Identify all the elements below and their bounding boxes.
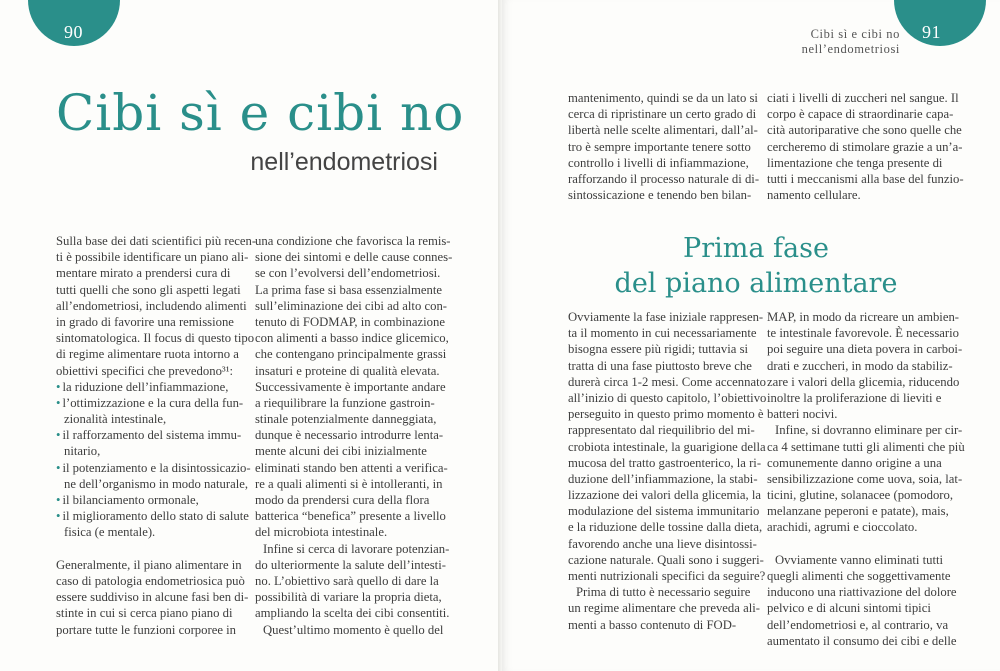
text-line: dunque è necessario introdurre lenta- xyxy=(255,428,444,443)
text-column-3 xyxy=(568,90,760,203)
text-line: Ovviamente la fase iniziale rappresen- xyxy=(568,310,764,324)
text-line: tro è sempre importante tenere sotto xyxy=(568,139,751,154)
text-line: in grado di favorire una remissione xyxy=(56,314,234,329)
text-line: corpo è capace di straordinarie capa- xyxy=(767,107,954,122)
text-line: Ovviamente vanno eliminati tutti xyxy=(775,552,944,567)
text-line: Generalmente, il piano alimentare in xyxy=(56,557,242,572)
text-line: tutti quelli che sono gli aspetti legati xyxy=(56,282,241,297)
text-line: namento cellulare. xyxy=(767,188,861,203)
text-line: cercheremo di stimolare grazie a un’a- xyxy=(767,139,963,154)
text-line: che contengano principalmente grassi xyxy=(255,347,447,362)
text-line: tratta di una fase piuttosto breve che xyxy=(568,358,752,373)
text-line: melanzane peperoni e patate), mais, xyxy=(767,504,949,519)
text-line: con alimenti a basso indice glicemico, xyxy=(255,331,449,346)
text-column-4 xyxy=(767,90,964,203)
text-line: modo da prendersi cura della flora xyxy=(255,493,430,507)
text-line: e la riduzione delle tossine dalla dieta, xyxy=(568,520,763,535)
text-line: caso di patologia endometriosica può xyxy=(56,573,245,588)
text-line: tutti i meccanismi alla base del funzio- xyxy=(767,171,964,186)
text-line: una condizione che favorisca la remis- xyxy=(255,234,451,248)
section-heading-line2: del piano alimentare xyxy=(614,268,898,299)
text-line: rappresentato dal riequilibrio del mi- xyxy=(568,423,755,438)
text-column-1 xyxy=(56,233,257,638)
text-line: menti nutrizionali specifici da seguire? xyxy=(568,569,766,583)
bullet-text: il rafforzamento del sistema immu- xyxy=(62,428,242,443)
text-line xyxy=(56,379,239,395)
text-line: del microbiota intestinale. xyxy=(255,525,388,540)
text-line: all’inizio di questo capitolo, l’obiettivo xyxy=(568,390,767,405)
text-line: ticini, glutine, solanacee (pomodoro, xyxy=(767,488,954,503)
text-line: mente alcuni dei cibi inizialmente xyxy=(255,444,427,459)
paragraph-gap xyxy=(767,536,951,552)
text-line: do ulteriormente la salute dell’intesti- xyxy=(255,557,446,572)
page-gutter xyxy=(498,0,502,671)
chapter-subtitle: nell’endometriosi xyxy=(250,148,438,176)
bullet-text: il bilanciamento ormonale, xyxy=(62,493,199,507)
text-line xyxy=(56,460,251,476)
page-number-left: 90 xyxy=(64,22,83,42)
text-line: libertà nelle scelte alimentari, dall’al- xyxy=(568,123,758,138)
text-line: obiettivi specifici che prevedono³¹: xyxy=(56,363,234,378)
text-line: inducono una riattivazione del dolore xyxy=(767,585,957,600)
text-line: fisica (e mentale). xyxy=(64,525,156,540)
bullet-icon: • xyxy=(56,395,61,410)
text-line: un regime alimentare che preveda ali- xyxy=(568,601,760,616)
bullet-text: il potenziamento e la disintossicazio- xyxy=(62,460,251,475)
text-line: cità autoriparative che sono quelle che xyxy=(767,123,962,138)
text-line: controllo i livelli di infiammazione, xyxy=(568,155,749,170)
text-line: a riequilibrare la funzione gastroin- xyxy=(255,395,435,410)
section-heading xyxy=(566,231,946,301)
text-line: inoltre la proliferazione di lieviti e xyxy=(767,390,942,405)
text-line: limentazione che tenga presente di xyxy=(767,155,943,170)
page-number-right: 91 xyxy=(922,22,941,42)
text-line: Sulla base dei dati scientifici più recen- xyxy=(56,234,257,248)
text-line: durerà circa 1-2 mesi. Come accennato xyxy=(568,374,766,389)
text-line: all’endometriosi, includendo alimenti xyxy=(56,298,247,313)
bullet-text: la riduzione dell’infiammazione, xyxy=(62,379,229,394)
text-line: sintomatologica. Il focus di questo tipo xyxy=(56,331,255,346)
text-line: portare tutte le funzioni corporee in xyxy=(56,622,237,637)
bullet-text: l’ottimizzazione e la cura della fun- xyxy=(62,395,244,410)
text-line: Quest’ultimo momento è quello del xyxy=(263,622,444,637)
text-line: comunemente danno origine a una xyxy=(767,455,942,470)
text-line: quegli alimenti che soggettivamente xyxy=(767,569,951,583)
text-line: stinte in cui si cerca piano piano di xyxy=(56,606,233,621)
text-line: ne dell’organismo in modo naturale, xyxy=(64,476,249,491)
text-line: Successivamente è importante andare xyxy=(255,379,446,394)
bullet-icon: • xyxy=(56,428,61,443)
text-column-6 xyxy=(767,309,965,649)
text-line: ta il momento in cui necessariamente xyxy=(568,326,757,341)
text-line: possibilità di variare la propria dieta, xyxy=(255,590,442,605)
text-line: pelvico e di alcuni sintomi tipici xyxy=(767,601,931,616)
running-head: Cibi sì e cibi no nell’endometriosi xyxy=(801,27,900,56)
text-line: bisogna essere più rigidi; tuttavia si xyxy=(568,342,749,357)
text-line: mucosa del tratto gastroenterico, la ri- xyxy=(568,455,762,470)
text-line: crobiota intestinale, la guarigione della xyxy=(568,439,766,454)
text-line: duzione dell’infiammazione, la stabi- xyxy=(568,471,758,486)
text-line: mentare mirato a prendersi cura di xyxy=(56,266,231,281)
text-line: ampliando la scelta dei cibi consentiti. xyxy=(255,606,450,621)
bullet-icon: • xyxy=(56,493,61,507)
text-line: La prima fase si basa essenzialmente xyxy=(255,282,443,297)
bullet-text: il miglioramento dello stato di salute xyxy=(62,509,249,524)
text-line: nitario, xyxy=(64,444,101,459)
text-line: essere suddiviso in alcune fasi ben di- xyxy=(56,590,249,605)
text-line: Infine si cerca di lavorare potenzian- xyxy=(263,541,450,556)
text-line: sione dei sintomi e delle cause connes- xyxy=(255,250,453,265)
bullet-icon: • xyxy=(56,460,61,475)
text-line: sull’eliminazione dei cibi ad alto con- xyxy=(255,298,448,313)
text-line: cerca di ripristinare un certo grado di xyxy=(568,107,757,122)
text-line: insaturi e proteine di qualità elevata. xyxy=(255,363,440,378)
text-line: MAP, in modo da ricreare un ambien- xyxy=(767,310,960,324)
text-line: re a quali alimenti si è intolleranti, in xyxy=(255,476,443,491)
text-line: ca 4 settimane tutti gli alimenti che più xyxy=(767,439,965,454)
chapter-title: Cibi sì e cibi no xyxy=(56,84,465,142)
text-line: stinale potenzialmente danneggiata, xyxy=(255,412,437,427)
section-heading-line1: Prima fase xyxy=(683,233,829,264)
text-line: no. L’obiettivo sarà quello di dare la xyxy=(255,573,439,588)
text-line: sintossicazione e tenendo ben bilan- xyxy=(568,188,752,203)
text-line: arachidi, agrumi e cioccolato. xyxy=(767,520,918,535)
text-line: dell’endometriosi e, al contrario, va xyxy=(767,617,949,632)
text-line xyxy=(56,508,249,524)
text-line: se con l’evolversi dell’endometriosi. xyxy=(255,266,441,281)
text-line xyxy=(56,427,242,443)
bullet-icon: • xyxy=(56,379,61,394)
text-line: poi seguire una dieta povera in carboi- xyxy=(767,342,963,357)
text-line: Infine, si dovranno eliminare per cir- xyxy=(775,423,963,438)
text-line: drati e zuccheri, in modo da stabiliz- xyxy=(767,358,953,373)
text-column-5 xyxy=(568,309,767,633)
text-line: sensibilizzazione come uova, soia, lat- xyxy=(767,471,963,486)
text-line: eliminati stando ben attenti a verifica- xyxy=(255,460,448,475)
text-column-2 xyxy=(255,233,453,638)
text-line: ciati i livelli di zuccheri nel sangue. Il xyxy=(767,91,959,105)
text-line: menti a basso contenuto di FOD- xyxy=(568,617,737,632)
text-line: Prima di tutto è necessario seguire xyxy=(576,585,751,600)
text-line: zare i valori della glicemia, riducendo xyxy=(767,374,960,389)
text-line: batterica “benefica” presente a livello xyxy=(255,509,446,524)
text-line: rafforzando il processo naturale di di- xyxy=(568,171,760,186)
text-line xyxy=(56,395,244,411)
text-line: aumentato il consumo dei cibi e delle xyxy=(767,633,957,648)
text-line: modulazione del sistema immunitario xyxy=(568,504,760,519)
bullet-icon: • xyxy=(56,509,61,524)
text-line: di regime alimentare ruota intorno a xyxy=(56,347,239,362)
text-line: tenuto di FODMAP, in combinazione xyxy=(255,314,445,329)
text-line: te intestinale favorevole. È necessario xyxy=(767,326,959,341)
text-line: batteri nocivi. xyxy=(767,407,838,422)
text-line xyxy=(56,492,239,508)
text-line: favorendo anche una lieve disintossi- xyxy=(568,536,757,551)
paragraph-gap xyxy=(56,541,239,557)
text-line: lizzazione dei valori della glicemia, la xyxy=(568,488,762,503)
text-line: mantenimento, quindi se da un lato si xyxy=(568,91,758,105)
text-line: ti è possibile identificare un piano ali- xyxy=(56,250,249,265)
text-line: perseguito in questo primo momento è xyxy=(568,407,764,422)
text-line: cazione naturale. Quali sono i suggeri- xyxy=(568,552,764,567)
text-line: zionalità intestinale, xyxy=(64,412,167,427)
